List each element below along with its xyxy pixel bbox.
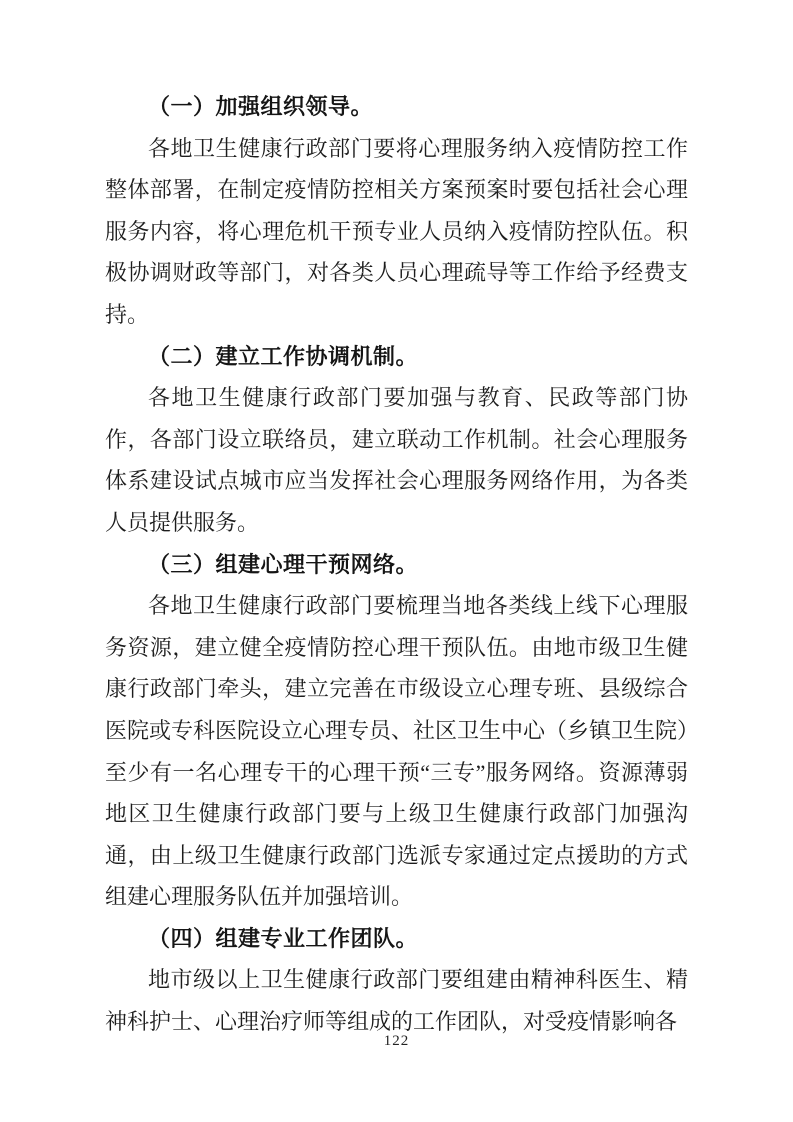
- section-3: [105, 544, 688, 918]
- page-footer: [0, 1032, 793, 1050]
- section-3-heading: （三）组建心理干预网络。: [148, 551, 419, 577]
- section-4-heading: （四）组建专业工作团队。: [148, 925, 419, 951]
- section-4: [105, 918, 688, 1043]
- section-2-heading: （二）建立工作协调机制。: [148, 343, 419, 369]
- page-number: 122: [383, 1033, 410, 1049]
- section-4-paragraph: 地市级以上卫生健康行政部门要组建由精神科医生、精神科护士、心理治疗师等组成的工作团队，对受疫情影响各: [105, 967, 688, 1035]
- section-3-paragraph: 各地卫生健康行政部门要梳理当地各类线上线下心理服务资源，建立健全疫情防控心理干预队伍。由地市级卫生健康行政部门牵头，建立完善在市级设立心理专班、县级综合医院或专科医院设立心理专员、社区卫生中心（乡镇卫生院）至少有一名心理专干的心理干预“三专”服务网络。资源薄弱地区卫生健康行政部门要与上级卫生健康行政部门加强沟通，由上级卫生健康行政部门选派专家通过定点援助的方式组建心理服务队伍并加强培训。: [105, 593, 689, 910]
- section-1-heading: （一）加强组织领导。: [148, 94, 374, 119]
- document-body: [105, 86, 688, 1043]
- section-1: [105, 86, 688, 336]
- section-1-paragraph: 各地卫生健康行政部门要将心理服务纳入疫情防控工作整体部署，在制定疫情防控相关方案预案时要包括社会心理服务内容，将心理危机干预专业人员纳入疫情防控队伍。积极协调财政等部门，对各类人员心理疏导等工作给予经费支持。: [105, 135, 688, 327]
- section-2-paragraph: 各地卫生健康行政部门要加强与教育、民政等部门协作，各部门设立联络员，建立联动工作机制。社会心理服务体系建设试点城市应当发挥社会心理服务网络作用，为各类人员提供服务。: [105, 385, 688, 535]
- section-2: [105, 336, 688, 544]
